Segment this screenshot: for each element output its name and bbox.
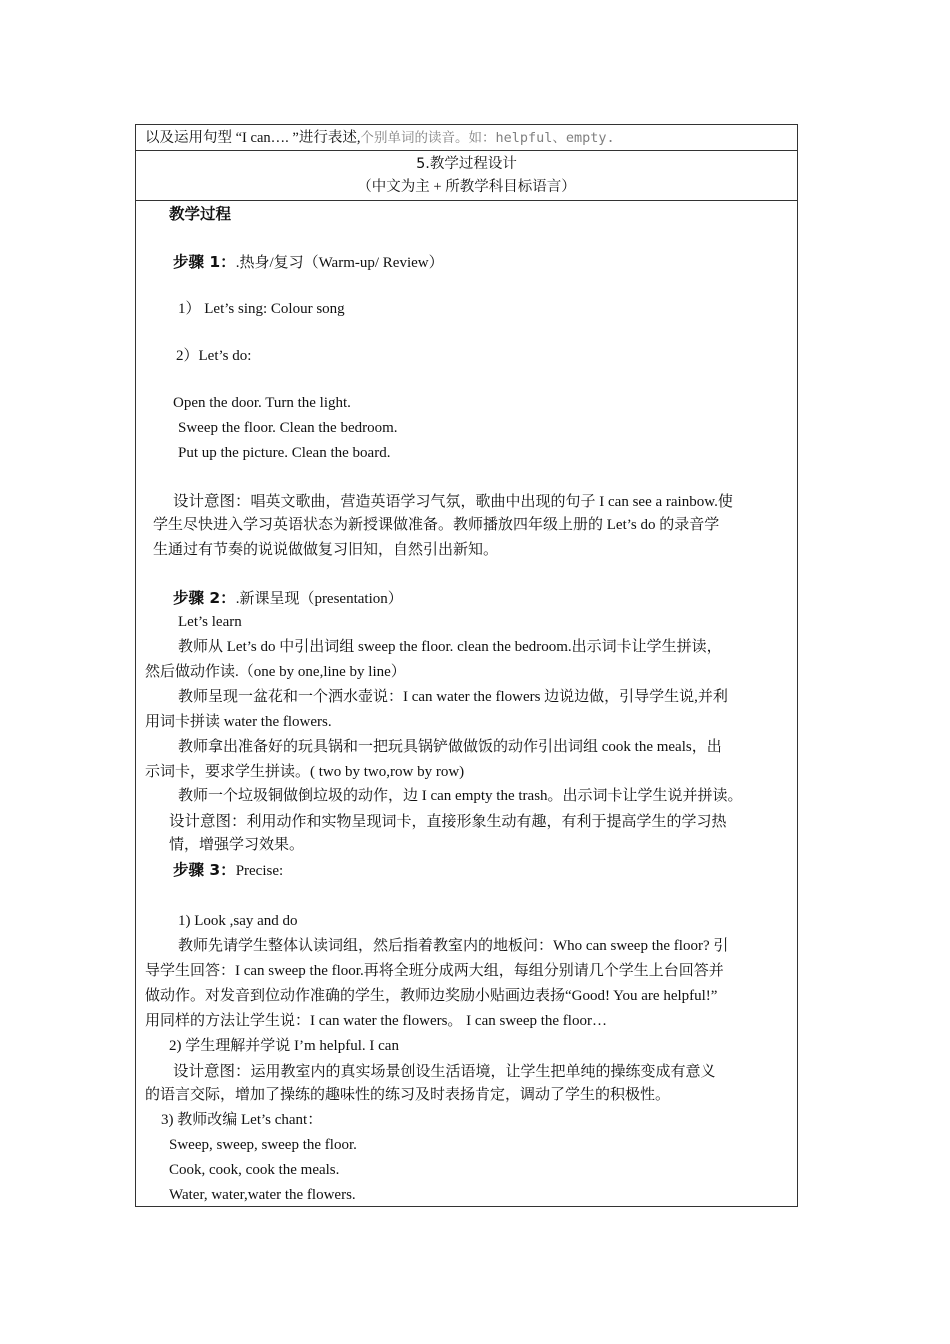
step1-label: 步骤 1： [173,253,236,271]
teaching-process-cell [136,201,797,1206]
step2-para2-line1: 教师呈现一盆花和一个洒水壶说：I can water the flowers 边说边做，引导学生说,并利 [178,689,728,705]
intent2-text1: 利用动作和实物呈现词卡，直接形象生动有趣，有利于提高学生的学习热 [246,814,727,830]
intent2-label: 设计意图： [169,812,247,830]
step2-para1-line1: 教师从 Let’s do 中引出词组 sweep the floor. clean the bedroom.出示词卡让学生拼读， [178,639,722,655]
step1-line [173,252,444,272]
intent3-label: 设计意图： [173,1062,251,1080]
step3-para1-line4: 用同样的方法让学生说：I can water the flowers。 I can sweep the floor… [145,1013,607,1029]
step1-item1: 1） Let’s sing: Colour song [178,301,345,317]
step3-text: Precise: [235,863,284,879]
step3-item3: 3) 教师改编 Let’s chant： [161,1112,323,1128]
step3-item1: 1) Look ,say and do [178,913,298,929]
intent1-line1 [173,491,733,511]
section-subtitle: （中文为主 + 所教学科目标语言） [357,179,576,195]
objectives-row [136,125,797,151]
section-title: 5.教学过程设计 [416,156,517,172]
chant-line3: Water, water,water the flowers. [169,1187,356,1203]
step3-para1-line2: 导学生回答：I can sweep the floor.再将全班分成两大组，每组分别请几个学生上台回答并 [145,963,724,979]
step1-do-line2: Sweep the floor. Clean the bedroom. [178,420,398,436]
intent3-text1: 运用教室内的真实场景创设生活语境，让学生把单纯的操练变成有意义 [250,1064,716,1080]
step1-item2: 2）Let’s do: [176,348,252,364]
section-heading-row [136,151,797,201]
intent3-line1 [173,1061,716,1081]
objectives-text-gray: 个别单词的读音。如：helpful、empty. [360,130,615,146]
intent1-text1: 唱英文歌曲，营造英语学习气氛，歌曲中出现的句子 I can see a rainbow.使 [250,494,733,510]
intent1-label: 设计意图： [173,492,251,510]
chant-line2: Cook, cook, cook the meals. [169,1162,340,1178]
step3-line [173,860,283,880]
objectives-text: 以及运用句型 “I can…. ”进行表述, [145,130,361,146]
step1-do-line1: Open the door. Turn the light. [173,395,351,411]
intent1-line3: 生通过有节奏的说说做做复习旧知，自然引出新知。 [153,542,499,558]
step2-para3-line1: 教师拿出准备好的玩具锅和一把玩具锅铲做做饭的动作引出词组 cook the meals，出 [178,739,722,755]
intent2-line2: 情，增强学习效果。 [169,837,305,853]
intent1-line2: 学生尽快进入学习英语状态为新授课做准备。教师播放四年级上册的 Let’s do 的录音学 [153,517,720,533]
lesson-plan-table [135,124,798,1207]
intent3-line2: 的语言交际，增加了操练的趣味性的练习及时表扬肯定，调动了学生的积极性。 [145,1087,671,1103]
step2-learn: Let’s learn [178,614,242,630]
step2-label: 步骤 2： [173,589,236,607]
step2-para1-line2: 然后做动作读.（one by one,line by line） [145,664,406,680]
chant-line1: Sweep, sweep, sweep the floor. [169,1137,357,1153]
step1-text: .热身/复习（Warm-up/ Review） [235,255,444,271]
process-heading: 教学过程 [169,205,232,223]
step3-para1-line1: 教师先请学生整体认读词组，然后指着教室内的地板问：Who can sweep the floor? 引 [178,938,729,954]
step3-para1-line3: 做动作。对发音到位动作准确的学生，教师边奖励小贴画边表扬“Good! You are helpful!” [145,988,718,1004]
intent2-line1 [169,811,727,831]
step2-para3-line2: 示词卡，要求学生拼读。( two by two,row by row) [145,764,465,780]
step3-label: 步骤 3： [173,861,236,879]
step2-text: .新课呈现（presentation） [235,591,403,607]
step2-para2-line2: 用词卡拼读 water the flowers. [145,714,332,730]
step3-item2: 2) 学生理解并学说 I’m helpful. I can [169,1038,399,1054]
step1-do-line3: Put up the picture. Clean the board. [178,445,391,461]
step2-para4: 教师一个垃圾铜做倒垃圾的动作，边 I can empty the trash。出示词卡让学生说并拼读。 [178,788,743,804]
step2-line [173,588,403,608]
